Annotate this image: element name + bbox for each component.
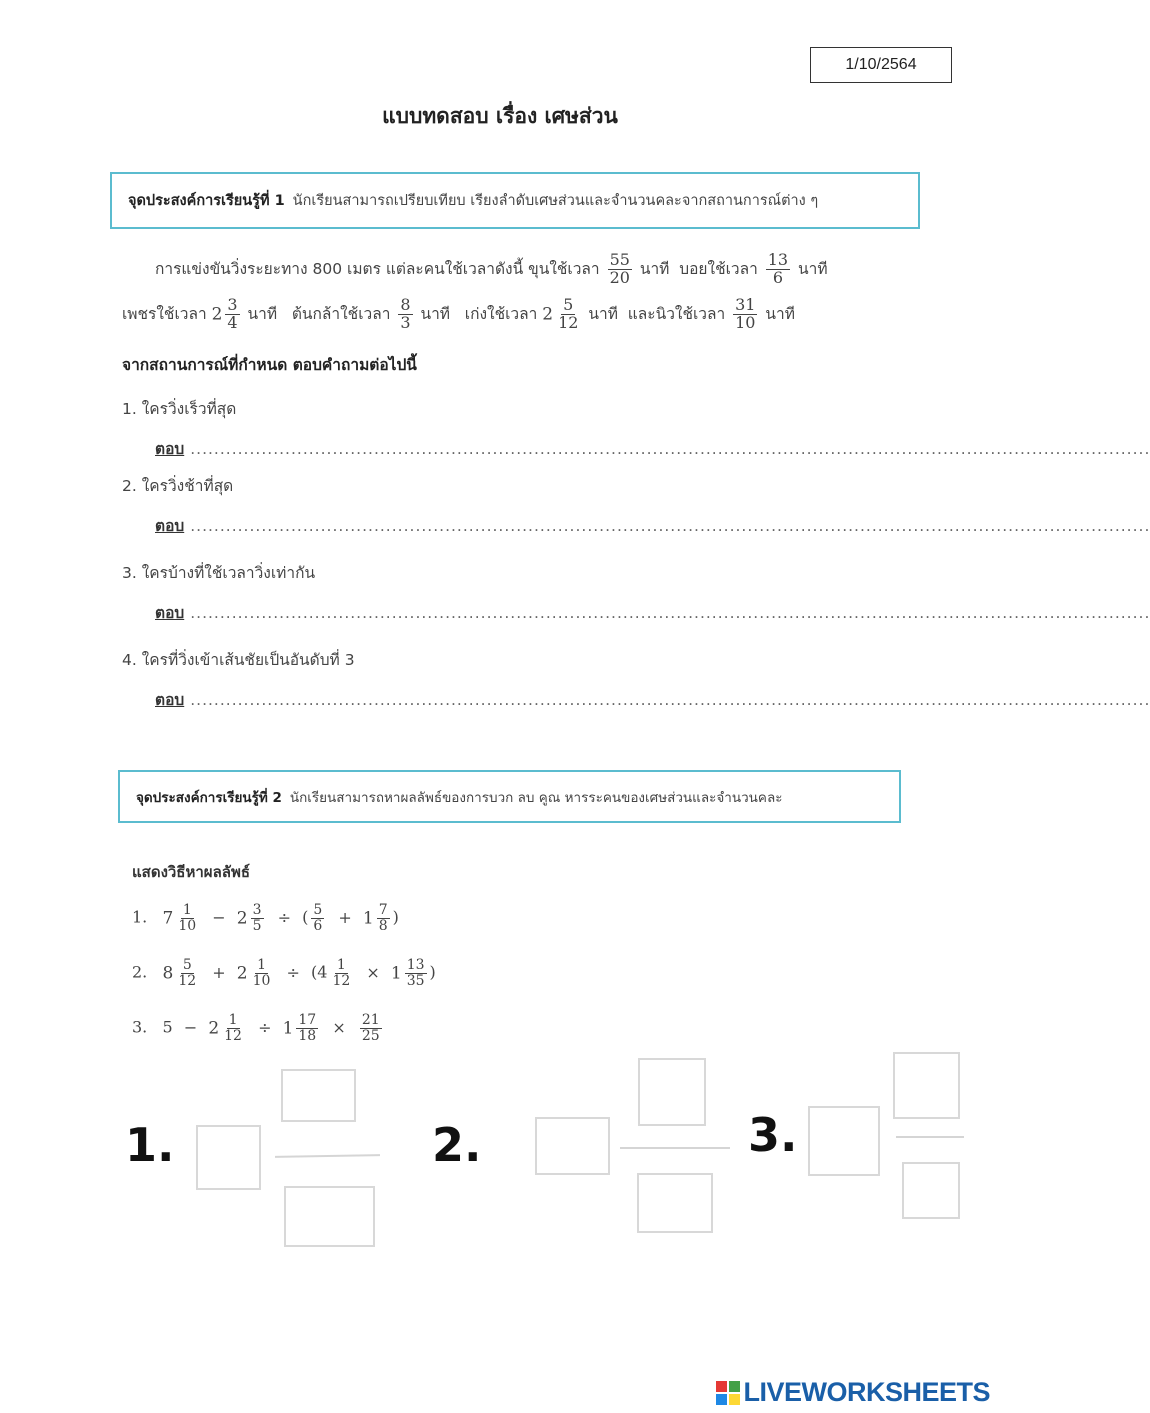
answer-1-denominator-input[interactable] — [284, 1186, 375, 1247]
keng-whole: 2 — [542, 304, 554, 325]
answer-1-fraction-bar — [275, 1154, 380, 1158]
keng-label: เก่งใช้เวลา — [464, 304, 538, 323]
objective-1-box — [110, 172, 920, 229]
answer-label-2: ตอบ — [155, 517, 185, 535]
exercise-1 — [132, 903, 399, 933]
question-1: 1. ใครวิ่งเร็วที่สุด — [122, 400, 237, 418]
show-work-heading: แสดงวิธีหาผลลัพธ์ — [132, 863, 250, 881]
e1-b-den: 5 — [252, 917, 262, 934]
date-text: 1/10/2564 — [845, 56, 917, 73]
keng-fraction — [556, 297, 580, 332]
answer-3-numerator-input[interactable] — [893, 1052, 960, 1119]
niw-den: 10 — [735, 312, 756, 332]
answer-number-2: 2. — [432, 1118, 482, 1172]
scenario-intro: การแข่งขันวิ่งระยะทาง 800 เมตร แต่ละคนใช้เวลาดังนี้ ขุนใช้เวลา — [155, 259, 600, 278]
e3-d-den: 25 — [361, 1027, 380, 1044]
e2-c-den: 12 — [332, 972, 351, 989]
exercise-1-number: 1. — [132, 907, 148, 927]
niw-num: 31 — [735, 295, 756, 314]
e3-op3: × — [332, 1017, 346, 1037]
e3-op2: ÷ — [258, 1017, 272, 1037]
minute-label-2: นาที — [798, 259, 828, 278]
e3-op1: − — [183, 1017, 198, 1037]
e1-a-whole: 7 — [162, 908, 174, 929]
answer-line-3[interactable] — [155, 600, 1150, 625]
objective-1-text: นักเรียนสามารถเปรียบเทียบ เรียงลำดับเศษส่วนและจำนวนคละจากสถานการณ์ต่าง ๆ — [292, 193, 819, 209]
answer-label-1: ตอบ — [155, 440, 185, 458]
minute-label-5: นาที — [588, 304, 618, 323]
page-title: แบบทดสอบ เรื่อง เศษส่วน — [382, 104, 618, 128]
question-2: 2. ใครวิ่งช้าที่สุด — [122, 477, 234, 495]
answer-label-3: ตอบ — [155, 604, 185, 622]
answer-2-fraction-bar — [620, 1147, 730, 1149]
e3-c-den: 18 — [298, 1027, 317, 1044]
e3-d-num: 21 — [361, 1012, 380, 1028]
objective-2-text: นักเรียนสามารถหาผลลัพธ์ของการบวก ลบ คูณ หารระคนของเศษส่วนและจำนวนคละ — [289, 789, 783, 806]
scenario-line-2 — [122, 297, 795, 332]
tonkla-fraction — [398, 297, 412, 332]
e1-b-whole: 2 — [236, 908, 248, 929]
scenario-line-1 — [155, 252, 828, 287]
exercise-2 — [132, 958, 436, 988]
minute-label-4: นาที — [420, 304, 450, 323]
answer-2-numerator-input[interactable] — [638, 1058, 706, 1126]
answer-1-numerator-input[interactable] — [281, 1069, 356, 1122]
answer-dots-4: .................................................................................................................................................................. — [190, 691, 1150, 709]
khun-fraction — [608, 252, 632, 287]
answer-line-4[interactable] — [155, 687, 1150, 712]
exercise-3-number: 3. — [132, 1017, 148, 1037]
e1-paren-open: ( — [302, 907, 309, 927]
e3-a: 5 — [162, 1017, 173, 1037]
minute-label-6: นาที — [765, 304, 795, 323]
e2-d-num: 13 — [406, 957, 425, 973]
answer-2-denominator-input[interactable] — [637, 1173, 713, 1233]
e2-a-whole: 8 — [162, 963, 174, 984]
e2-op3: × — [366, 962, 380, 982]
date-box — [810, 47, 952, 83]
e3-b-num: 1 — [228, 1012, 238, 1028]
e2-op2: ÷ — [286, 962, 300, 982]
boy-den: 6 — [772, 267, 783, 287]
e3-c-whole: 1 — [282, 1018, 294, 1039]
tonkla-den: 3 — [400, 312, 411, 332]
answer-dots-1: .................................................................................................................................................................. — [190, 440, 1150, 458]
answer-label-4: ตอบ — [155, 691, 185, 709]
e1-d-den: 8 — [378, 917, 388, 934]
e1-d-num: 7 — [378, 902, 388, 918]
answer-3-denominator-input[interactable] — [902, 1162, 960, 1219]
tonkla-num: 8 — [400, 295, 411, 314]
e1-c-num: 5 — [313, 902, 323, 918]
e2-b-whole: 2 — [236, 963, 248, 984]
answer-2-whole-input[interactable] — [535, 1117, 610, 1175]
khun-num: 55 — [609, 250, 630, 269]
objective-2-box — [118, 770, 901, 823]
e2-a-num: 5 — [182, 957, 192, 973]
exercise-3 — [132, 1013, 385, 1043]
phet-label: เพชรใช้เวลา — [122, 304, 207, 323]
e1-a-num: 1 — [182, 902, 192, 918]
logo-cubes-icon — [716, 1381, 740, 1405]
answer-3-fraction-bar — [896, 1136, 964, 1138]
e1-op2: ÷ — [277, 907, 292, 927]
minute-label-3: นาที — [247, 304, 278, 323]
phet-num: 3 — [227, 295, 238, 314]
keng-num: 5 — [563, 295, 574, 314]
boy-fraction — [766, 252, 790, 287]
answer-dots-3: .................................................................................................................................................................. — [190, 604, 1150, 622]
boy-label: บอยใช้เวลา — [679, 259, 758, 278]
exercise-2-number: 2. — [132, 962, 148, 982]
instruction: จากสถานการณ์ที่กำหนด ตอบคำถามต่อไปนี้ — [122, 356, 417, 374]
question-3: 3. ใครบ้างที่ใช้เวลาวิ่งเท่ากัน — [122, 564, 316, 582]
e2-c-num: 1 — [336, 957, 346, 973]
phet-whole: 2 — [211, 304, 223, 325]
e1-op1: − — [212, 907, 226, 927]
e3-c-num: 17 — [298, 1012, 317, 1028]
e2-paren-close: ) — [429, 962, 436, 982]
phet-mixed — [211, 295, 243, 332]
brand-text: LIVEWORKSHEETS — [743, 1377, 990, 1407]
tonkla-label: ต้นกล้าใช้เวลา — [291, 304, 391, 323]
e3-b-whole: 2 — [208, 1018, 220, 1039]
e3-b-den: 12 — [224, 1027, 242, 1044]
e1-paren-close: ) — [392, 907, 399, 927]
boy-num: 13 — [767, 250, 789, 269]
e2-b-den: 10 — [252, 972, 271, 989]
liveworksheets-logo — [716, 1377, 990, 1408]
e1-c-den: 6 — [313, 917, 323, 934]
answer-line-2[interactable] — [155, 513, 1150, 538]
question-4: 4. ใครที่วิ่งเข้าเส้นชัยเป็นอันดับที่ 3 — [122, 651, 355, 669]
khun-den: 20 — [609, 267, 630, 287]
keng-den: 12 — [558, 312, 579, 332]
objective-2-label: จุดประสงค์การเรียนรู้ที่ 2 — [136, 789, 282, 806]
answer-number-1: 1. — [125, 1118, 175, 1172]
e2-op1: + — [212, 962, 226, 982]
phet-fraction — [225, 297, 239, 332]
e1-op3: + — [338, 907, 352, 927]
e2-a-den: 12 — [178, 972, 197, 989]
objective-1-label: จุดประสงค์การเรียนรู้ที่ 1 — [128, 193, 285, 209]
e2-d-den: 35 — [406, 972, 425, 989]
e2-paren-open: (4 — [311, 962, 328, 982]
e1-b-num: 3 — [252, 902, 262, 918]
phet-den: 4 — [227, 312, 238, 332]
minute-label-1: นาที — [639, 259, 670, 278]
answer-number-3: 3. — [748, 1108, 798, 1162]
e2-b-num: 1 — [257, 957, 266, 973]
niw-fraction — [733, 297, 757, 332]
e1-a-den: 10 — [178, 917, 197, 934]
niw-label: และนิวใช้เวลา — [627, 304, 726, 323]
answer-3-whole-input[interactable] — [808, 1106, 880, 1176]
keng-mixed — [542, 295, 583, 332]
answer-1-whole-input[interactable] — [196, 1125, 261, 1190]
answer-line-1[interactable] — [155, 436, 1150, 461]
e2-d-whole: 1 — [390, 963, 402, 984]
answer-dots-2: .................................................................................................................................................................. — [190, 517, 1150, 535]
e1-d-whole: 1 — [362, 908, 374, 929]
